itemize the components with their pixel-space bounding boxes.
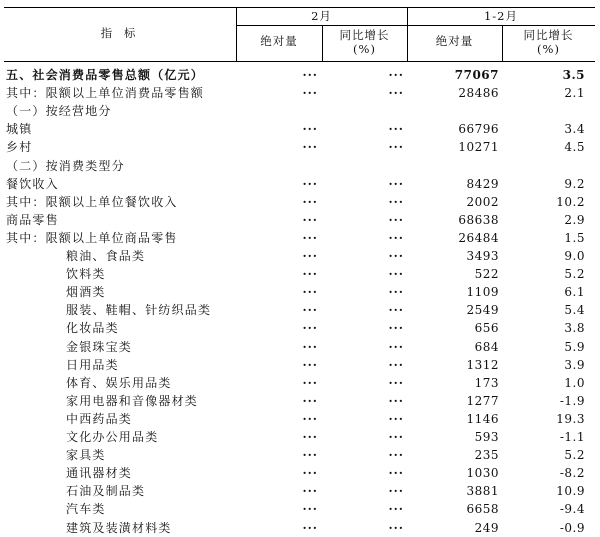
row-label: 乡村 [6,140,33,155]
feb-growth-cell: ··· [388,140,404,155]
table-row [4,66,595,84]
janfeb-abs-cell: 26484 [458,230,499,245]
janfeb-abs-cell: 2549 [466,303,499,318]
row-label: 文化办公用品类 [66,430,159,444]
table-row [4,138,595,156]
janfeb-abs-cell: 522 [474,267,499,282]
header-bottom-rule [4,61,595,62]
row-label: 日用品类 [66,357,119,372]
period-divider-rule [236,25,595,26]
row-label: 商品零售 [6,212,59,227]
feb-abs-cell: ··· [302,375,318,390]
row-label: 五、社会消费品零售总额（亿元） [6,68,205,82]
table-row [4,102,595,120]
janfeb-growth-cell: 1.5 [564,230,585,245]
feb-growth-cell: ··· [388,267,404,282]
table-row [4,464,595,482]
table-row [4,193,595,211]
table-row [4,410,595,428]
janfeb-abs-cell: 1146 [466,411,499,426]
janfeb-growth-cell: -1.1 [559,430,585,444]
feb-abs-cell: ··· [302,267,318,282]
janfeb-growth-cell: 5.4 [564,303,585,318]
janfeb-abs-header: 绝对量 [435,34,474,48]
row-label: 烟酒类 [66,285,106,300]
janfeb-growth-cell: -0.9 [559,520,585,535]
row-label: 其中：限额以上单位商品零售 [6,230,178,245]
row-label: 粮油、食品类 [66,249,146,263]
feb-growth-cell: ··· [388,122,404,137]
indicator-header: 指 标 [100,26,140,40]
feb-abs-cell: ··· [302,285,318,300]
feb-abs-cell: ··· [302,520,318,535]
janfeb-abs-cell: 1030 [466,466,499,481]
janfeb-abs-cell: 6658 [466,502,499,517]
janfeb-abs-cell: 593 [474,430,499,444]
table-row [4,446,595,464]
janfeb-growth-cell: 3.5 [562,68,585,82]
row-label: （一）按经营地分 [6,104,112,119]
feb-growth-cell: ··· [388,520,404,535]
table-row [4,482,595,500]
feb-growth-cell: ··· [388,375,404,390]
janfeb-abs-cell: 249 [474,520,499,535]
feb-abs-cell: ··· [302,430,318,444]
feb-growth-cell: ··· [388,249,404,263]
feb-abs-cell: ··· [302,230,318,245]
janfeb-growth-header-line2: (%) [537,42,560,56]
janfeb-abs-cell: 656 [474,321,499,336]
janfeb-abs-cell: 66796 [458,122,499,137]
feb-abs-cell: ··· [302,502,318,517]
feb-abs-cell: ··· [302,122,318,137]
table-row [4,500,595,518]
janfeb-abs-cell: 3493 [466,249,499,263]
janfeb-growth-cell: -9.4 [559,502,585,517]
table-row [4,120,595,138]
janfeb-growth-cell: 2.9 [564,212,585,227]
janfeb-abs-cell: 173 [474,375,499,390]
janfeb-growth-cell: 5.2 [564,448,585,463]
table-row [4,84,595,102]
janfeb-abs-cell: 1312 [466,357,499,372]
table-row [4,519,595,537]
feb-growth-cell: ··· [388,357,404,372]
row-label: 石油及制品类 [66,484,146,499]
janfeb-abs-cell: 1109 [466,285,499,300]
feb-growth-cell: ··· [388,339,404,354]
row-label: 体育、娱乐用品类 [66,375,172,390]
table-row [4,229,595,247]
period-feb-header: 2月 [311,9,332,23]
feb-growth-cell: ··· [388,502,404,517]
table-row [4,374,595,392]
janfeb-abs-cell: 2002 [466,194,499,209]
janfeb-abs-cell: 684 [474,339,499,354]
feb-abs-cell: ··· [302,466,318,481]
janfeb-abs-cell: 8429 [466,176,499,191]
feb-growth-cell: ··· [388,68,404,82]
row-label: 饮料类 [66,267,106,282]
feb-abs-cell: ··· [302,303,318,318]
row-label: 化妆品类 [66,321,119,336]
feb-abs-header: 绝对量 [260,34,298,48]
table-row [4,265,595,283]
table-row [4,211,595,229]
feb-abs-cell: ··· [302,194,318,209]
janfeb-abs-cell: 10271 [458,140,499,155]
feb-abs-cell: ··· [302,448,318,463]
row-label: 家具类 [66,448,106,463]
janfeb-growth-cell: 2.1 [564,86,585,101]
row-label: 城镇 [6,122,33,137]
feb-growth-cell: ··· [388,393,404,408]
row-label: （二）按消费类型分 [6,158,125,173]
feb-growth-cell: ··· [388,448,404,463]
janfeb-abs-cell: 77067 [454,68,499,82]
row-label: 其中：限额以上单位消费品零售额 [6,86,205,101]
feb-abs-cell: ··· [302,140,318,155]
feb-abs-cell: ··· [302,339,318,354]
table-row [4,392,595,410]
feb-abs-cell: ··· [302,321,318,336]
janfeb-growth-cell: 19.3 [556,411,585,426]
janfeb-growth-cell: -8.2 [559,466,585,481]
table-row [4,356,595,374]
row-label: 餐饮收入 [6,176,59,191]
feb-abs-cell: ··· [302,411,318,426]
row-label: 金银珠宝类 [66,339,133,354]
feb-growth-cell: ··· [388,285,404,300]
janfeb-growth-cell: 3.9 [564,357,585,372]
feb-abs-cell: ··· [302,212,318,227]
row-label: 建筑及装潢材料类 [66,520,172,535]
janfeb-abs-cell: 3881 [466,484,499,499]
table-row [4,338,595,356]
feb-abs-cell: ··· [302,249,318,263]
row-label: 汽车类 [66,502,106,517]
feb-growth-cell: ··· [388,212,404,227]
feb-growth-cell: ··· [388,176,404,191]
janfeb-growth-cell: -1.9 [559,393,585,408]
table-top-rule [4,7,595,8]
janfeb-growth-cell: 5.9 [564,339,585,354]
feb-abs-cell: ··· [302,176,318,191]
feb-growth-cell: ··· [388,321,404,336]
feb-growth-cell: ··· [388,484,404,499]
janfeb-growth-cell: 6.1 [564,285,585,300]
feb-abs-cell: ··· [302,484,318,499]
janfeb-abs-cell: 235 [474,448,499,463]
table-row [4,283,595,301]
feb-growth-cell: ··· [388,466,404,481]
feb-growth-cell: ··· [388,303,404,318]
row-label: 家用电器和音像器材类 [66,393,199,408]
feb-growth-header-line1: 同比增长 [339,28,390,42]
table-row [4,157,595,175]
feb-growth-cell: ··· [388,411,404,426]
row-label: 服装、鞋帽、针纺织品类 [66,303,212,318]
janfeb-growth-header-line1: 同比增长 [523,28,574,42]
janfeb-growth-cell: 5.2 [564,267,585,282]
period-janfeb-header: 1-2月 [483,9,519,23]
janfeb-growth-cell: 10.9 [556,484,585,499]
feb-growth-cell: ··· [388,430,404,444]
row-label: 其中：限额以上单位餐饮收入 [6,194,178,209]
feb-growth-cell: ··· [388,194,404,209]
janfeb-growth-cell: 10.2 [556,194,585,209]
feb-growth-header-line2: (%) [353,42,376,56]
feb-abs-cell: ··· [302,68,318,82]
table-row [4,428,595,446]
janfeb-growth-cell: 1.0 [564,375,585,390]
table-row [4,175,595,193]
feb-abs-cell: ··· [302,393,318,408]
janfeb-growth-cell: 9.0 [564,249,585,263]
janfeb-growth-cell: 4.5 [564,140,585,155]
janfeb-abs-cell: 28486 [458,86,499,101]
row-label: 中西药品类 [66,411,133,426]
janfeb-growth-cell: 9.2 [564,176,585,191]
feb-growth-cell: ··· [388,86,404,101]
janfeb-growth-cell: 3.8 [564,321,585,336]
janfeb-abs-cell: 68638 [458,212,499,227]
feb-growth-cell: ··· [388,230,404,245]
table-row [4,247,595,265]
table-row [4,301,595,319]
table-row [4,319,595,337]
janfeb-growth-cell: 3.4 [564,122,585,137]
feb-abs-cell: ··· [302,86,318,101]
janfeb-abs-cell: 1277 [466,393,499,408]
row-label: 通讯器材类 [66,466,133,481]
feb-abs-cell: ··· [302,357,318,372]
